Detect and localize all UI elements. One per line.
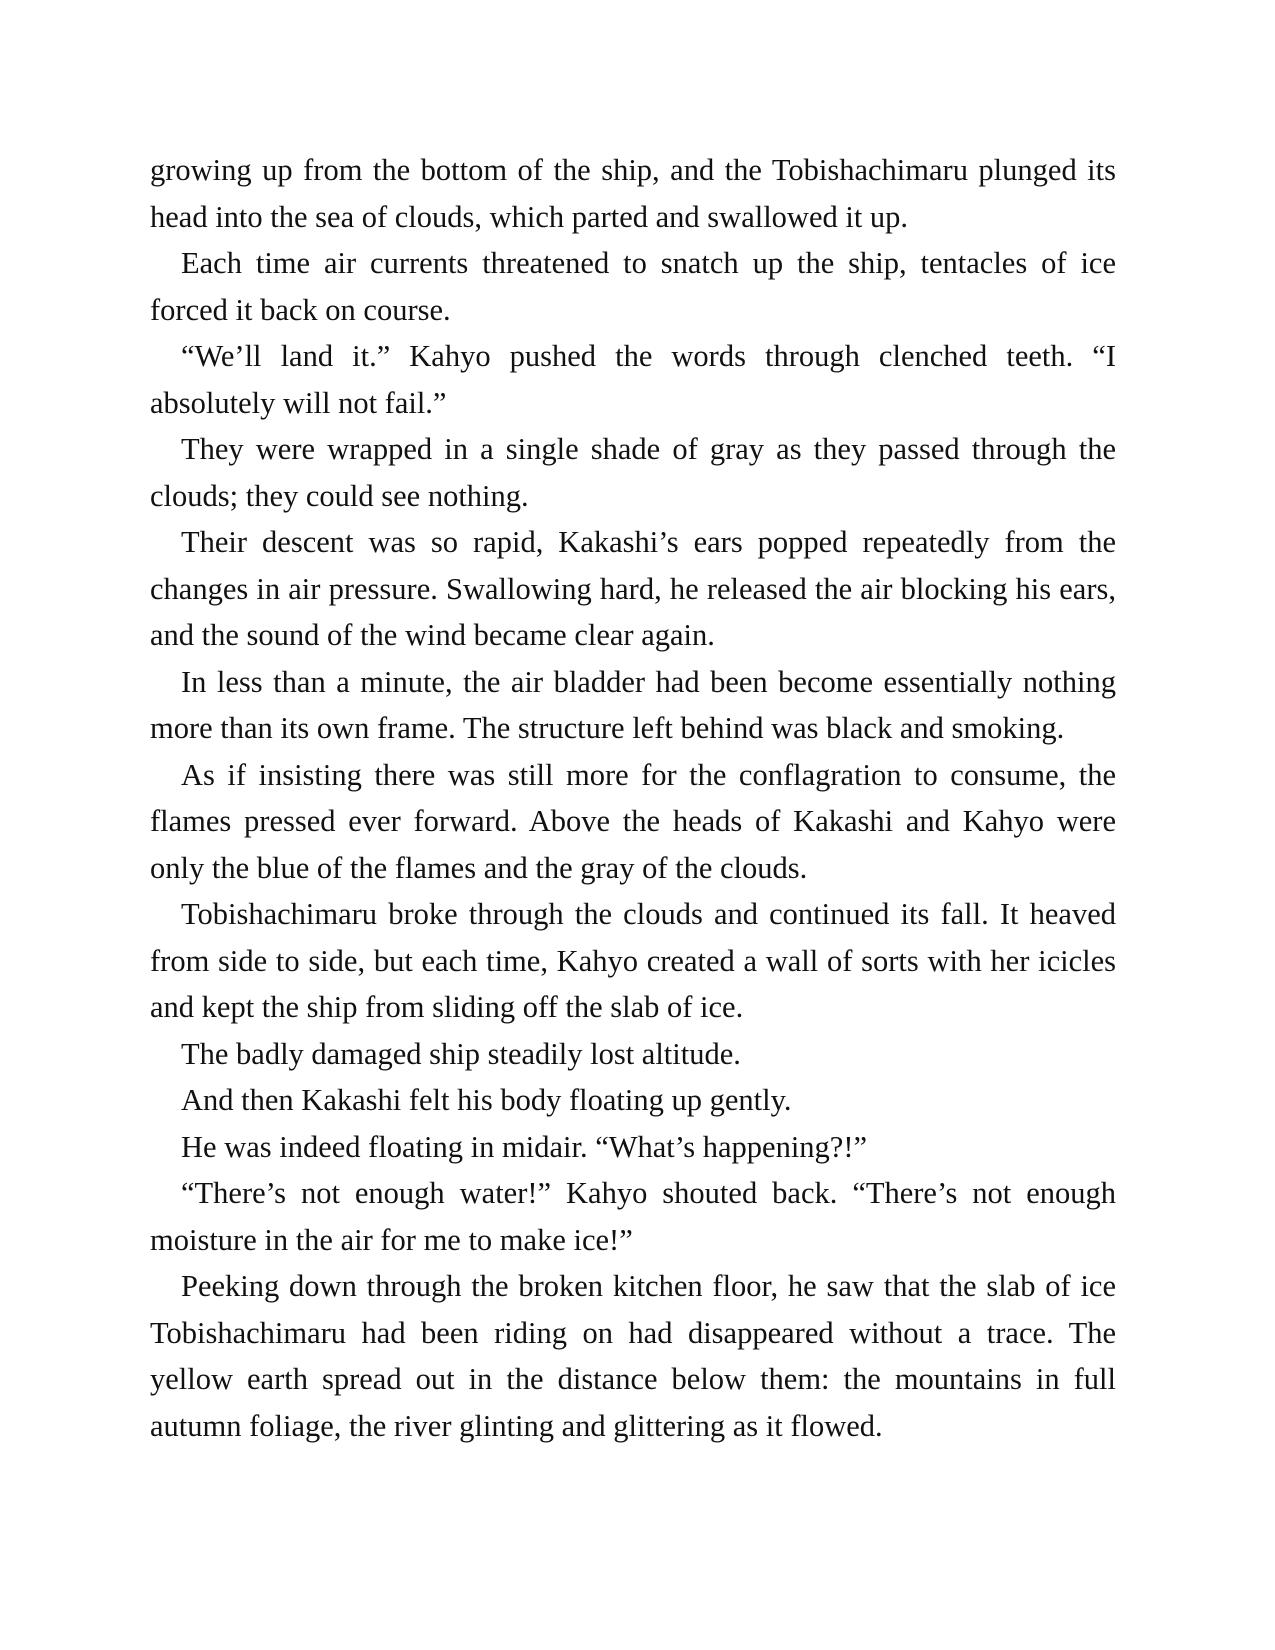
paragraph-continued: growing up from the bottom of the ship, and the Tobishachimaru plunged its head into the sea of clouds, which parted and swallowed it up. — [150, 153, 1116, 234]
paragraph: “There’s not enough water!” Kahyo shouted back. “There’s not enough moisture in the air for me to make ice!” — [150, 1176, 1116, 1257]
paragraph: He was indeed floating in midair. “What’s happening?!” — [181, 1129, 868, 1164]
paragraph: Their descent was so rapid, Kakashi’s ears popped repeatedly from the changes in air pressure. Swallowing hard, he released the air blocking his ears, and the sound of the wind became clear again. — [150, 525, 1116, 652]
paragraph: They were wrapped in a single shade of gray as they passed through the clouds; they could see nothing. — [150, 432, 1116, 513]
paragraph: Each time air currents threatened to snatch up the ship, tentacles of ice forced it back on course. — [150, 246, 1116, 327]
paragraph: Peeking down through the broken kitchen floor, he saw that the slab of ice Tobishachimaru had been riding on had disappeared without a trace. The yellow earth spread out in the distance below them: the mountains in full autumn foliage, the river glinting and glittering as it flowed. — [150, 1269, 1116, 1443]
paragraph: Tobishachimaru broke through the clouds and continued its fall. It heaved from side to side, but each time, Kahyo created a wall of sorts with her icicles and kept the ship from sliding off the slab of ice. — [150, 897, 1116, 1024]
paragraph: In less than a minute, the air bladder had been become essentially nothing more than its own frame. The structure left behind was black and smoking. — [150, 664, 1116, 745]
paragraph: And then Kakashi felt his body floating up gently. — [181, 1083, 792, 1117]
page-body — [150, 147, 1116, 1449]
paragraph: As if insisting there was still more for the conflagration to consume, the flames pressed ever forward. Above the heads of Kakashi and Kahyo were only the blue of the flames and the gray of the clouds. — [150, 757, 1116, 885]
paragraph: “We’ll land it.” Kahyo pushed the words through clenched teeth. “I absolutely will not fail.” — [150, 339, 1116, 420]
paragraph: The badly damaged ship steadily lost altitude. — [181, 1036, 741, 1071]
